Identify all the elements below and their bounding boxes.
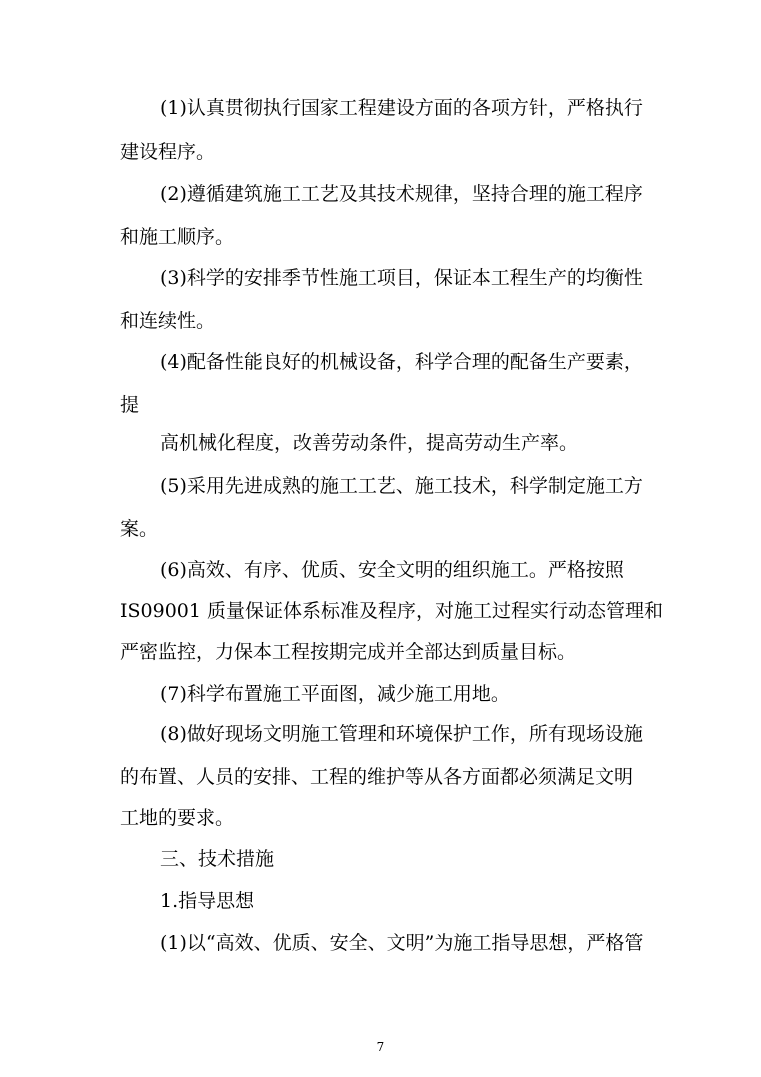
section-heading: 三、技术措施	[160, 848, 275, 870]
text-line-13: IS09001 质量保证体系标准及程序，对施工过程实行动态管理和	[120, 600, 664, 622]
subsection-heading: 1.指导思想	[160, 890, 255, 912]
text-line-8: 提	[120, 394, 140, 416]
text-line-2: 建设程序。	[120, 141, 216, 163]
text-line-14: 严密监控，力保本工程按期完成并全部达到质量目标。	[120, 641, 577, 663]
text-line-7: (4)配备性能良好的机械设备，科学合理的配备生产要素，	[160, 351, 643, 373]
text-line-3: (2)遵循建筑施工工艺及其技术规律，坚持合理的施工程序	[160, 183, 643, 205]
text-line-1: (1)认真贯彻执行国家工程建设方面的各项方针，严格执行	[160, 97, 643, 119]
text-line-17: 的布置、人员的安排、工程的维护等从各方面都必须满足文明	[120, 766, 634, 788]
text-line-5: (3)科学的安排季节性施工项目，保证本工程生产的均衡性	[160, 267, 643, 289]
text-line-16: (8)做好现场文明施工管理和环境保护工作，所有现场设施	[160, 723, 643, 745]
page-number: 7	[376, 1040, 385, 1054]
text-line-12: (6)高效、有序、优质、安全文明的组织施工。严格按照	[160, 559, 624, 581]
text-line-15: (7)科学布置施工平面图，减少施工用地。	[160, 683, 510, 705]
text-line-21: (1)以“高效、优质、安全、文明”为施工指导思想，严格管	[160, 932, 644, 954]
text-line-18: 工地的要求。	[120, 807, 235, 829]
text-line-9: 高机械化程度，改善劳动条件，提高劳动生产率。	[160, 432, 579, 454]
text-line-10: (5)采用先进成熟的施工工艺、施工技术，科学制定施工方	[160, 475, 643, 497]
text-line-11: 案。	[120, 518, 159, 540]
text-line-6: 和连续性。	[120, 310, 216, 332]
text-line-4: 和施工顺序。	[120, 226, 235, 248]
